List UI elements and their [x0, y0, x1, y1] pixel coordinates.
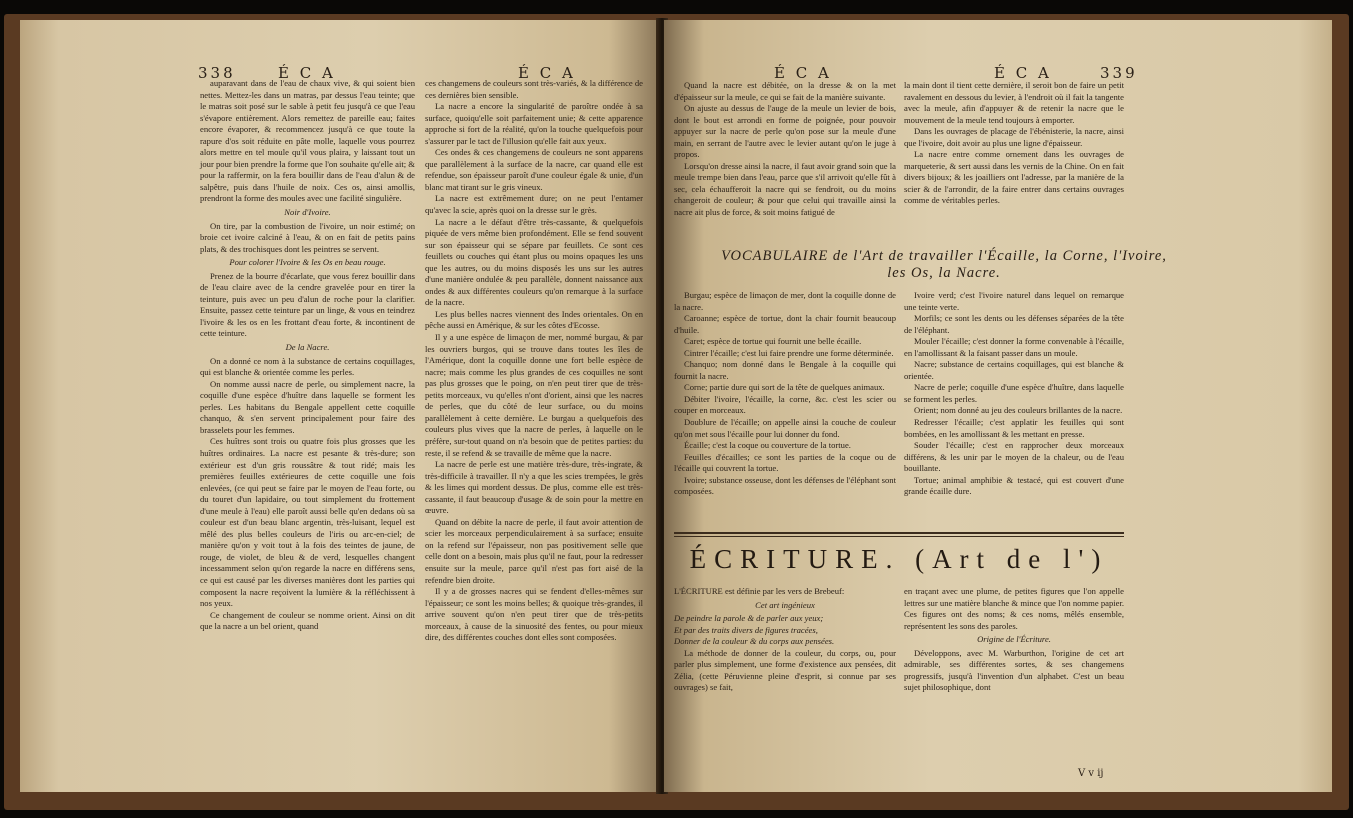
vocab-entry: Caret; espèce de tortue qui fournit une belle écaille. [684, 336, 862, 347]
vocab-entry: Redresser l'écaille; c'est applatir les feuilles qui sont bombées, en les amollissant & les mettant en presse. [904, 417, 1124, 439]
ecriture-column-1 [674, 586, 896, 694]
paragraph: Dans les ouvrages de placage de l'ébénisterie, la nacre, ainsi que l'ivoire, doit avoir au plus une ligne d'épaisseur. [904, 126, 1124, 148]
paragraph: On ajuste au dessus de l'auge de la meule un levier de bois, dont le bout est arrondi en forme de poignée, pour pouvoir appuyer sur la nacre de perle qu'on pose sur la meule d'une main, en serrant de l'autre avec le levier autant qu'on le juge à propos. [674, 103, 896, 160]
vocab-entry: Chanquo; nom donné dans le Bengale à la coquille qui fournit la nacre. [674, 359, 896, 381]
vocabulary-column-2 [904, 290, 1124, 498]
paragraph: en traçant avec une plume, de petites figures que l'on appelle lettres sur une matière blanche & mince que l'on nomme papier. Ces figures ont des noms; & ces noms, mêlés ensemble, représentent les sons des paroles. [904, 586, 1124, 631]
vocab-entry: Doublure de l'écaille; on appelle ainsi la couche de couleur qu'on met sous l'écaille pour lui donner du fond. [674, 417, 896, 439]
paragraph: la main dont il tient cette dernière, il seroit bon de faire un petit ravalement en dessous du levier, à l'endroit où il fait la tangente avec la meule, afin d'appuyer & de retenir la nacre que le mouvement de la meule tend toujours à emporter. [904, 80, 1124, 125]
right-running-head-1: É C A [774, 64, 832, 82]
paragraph: auparavant dans de l'eau de chaux vive, & qui soient bien nettes. Mettez-les dans un matras, par dessus l'eau teinte; que le matras soit posé sur le sable à petit feu jusqu'à ce que l'eau s'évapore entièrement. Alors remettez de pareille eau; faites encore évaporer, & recommencez jusqu'à ce que toute la rapure d'os soit réduite en pâte molle, laquelle vous pourrez alors mettre en tel moule qu'il vous plaira, y laissant tout un jour pour bien prendre la forme que l'on souhaite qu'elle ait; & pour la raffermir, on la fera bouillir dans de l'eau d'alun & de salpêtre, puis dans l'huile de noix. Ces os, ainsi amollis, prendront la forme des moules avec une facilité singulière. [200, 78, 415, 204]
paragraph: Les plus belles nacres viennent des Indes orientales. On en pêche aussi en Amérique, & sur les côtes d'Ecosse. [425, 308, 643, 331]
vocabulary-column-1 [674, 290, 896, 498]
paragraph: L'ÉCRITURE est définie par les vers de Brebeuf: [674, 586, 845, 596]
paragraph: On nomme aussi nacre de perle, ou simplement nacre, la coquille d'une espèce d'huître dans laquelle se forment les perles. Les habitans du Bengale appellent cette coquille chanquo, & s'en servent principalement pour faire des brasselets pour les femmes. [200, 378, 415, 435]
paragraph: La nacre a encore la singularité de paroître ondée à sa surface, quoiqu'elle soit parfaitement unie; & cette apparence approche si fort de la réalité, qu'on la touche quelquefois pour s'assurer par le tact de l'illusion qu'elle fait aux yeux. [425, 101, 643, 146]
vocab-entry: Souder l'écaille; c'est en rapprocher deux morceaux différens, & les unir par le moyen de la chaleur, ou de l'eau bouillante. [904, 440, 1124, 474]
paragraph: ces changemens de couleurs sont très-variés, & la différence de ces dernières bien sensible. [425, 78, 643, 100]
vocab-entry: Tortue; animal amphibie & testacé, qui est couvert d'une grande écaille dure. [904, 474, 1124, 497]
left-page [20, 20, 660, 792]
verse-line: Donner de la couleur & du corps aux pensées. [674, 636, 835, 647]
paragraph: On a donné ce nom à la substance de certains coquillages, qui est blanche & orientée comme les perles. [200, 355, 415, 378]
signature-mark: V v ij [1078, 768, 1104, 779]
verse-line: De peindre la parole & de parler aux yeux; [674, 613, 824, 624]
subheading: Pour colorer l'Ivoire & les Os en beau rouge. [229, 257, 386, 268]
paragraph: Il y a une espèce de limaçon de mer, nommé burgau, & par les ouvriers burgos, qui se trouve dans toutes les îles de l'Amérique, dont la coquille donne une fort belle espèce de nacre; mais comme les plus grandes de ces coquilles ne sont pas plus grosses que le poing, on n'en peut tirer que de très-petits morceaux, vu qu'elles n'ont d'orient, ainsi que les nacres de perles, que du côté de leur surface, ou du moins parallèlement à cette dernière. Le burgau a quelquefois des couleurs plus vives que la nacre de perles, à laquelle on le préfère, sur-tout quand on n'a besoin que de petites parties: du reste, il se refend & se travaille de même que la nacre. [425, 332, 643, 458]
verse-line: Et par des traits divers de figures tracées, [674, 624, 818, 635]
right-running-head-2: É C A [994, 64, 1052, 82]
vocab-entry: Burgau; espèce de limaçon de mer, dont la coquille donne de la nacre. [674, 290, 896, 312]
section-divider-thin [674, 536, 1124, 537]
vocab-entry: Corne; partie dure qui sort de la tête de quelques animaux. [684, 382, 885, 393]
vocab-entry: Ivoire verd; c'est l'ivoire naturel dans lequel on remarque une teinte verte. [904, 290, 1124, 312]
subheading: Origine de l'Écriture. [977, 634, 1051, 645]
ecriture-column-2 [904, 586, 1124, 694]
vocab-entry: Feuilles d'écailles; ce sont les parties de la coque ou de l'écaille qui couvrent la tortue. [674, 451, 896, 474]
right-column-2 [904, 80, 1124, 207]
paragraph: Lorsqu'on dresse ainsi la nacre, il faut avoir grand soin que la meule trempe bien dans l'eau, parce que s'il arrivoit qu'elle fût à sec, cela échaufferoit la nacre qui se fendroit, ou du moins changeroit de couleur; & pour que celui qui travaille ainsi la nacre ait plus de force, & soit moins fatigué de [674, 160, 896, 218]
vocab-entry: Morfils; ce sont les dents ou les défenses séparées de la tête de l'éléphant. [904, 313, 1124, 335]
vocab-entry: Nacre; substance de certains coquillages, qui est blanche & orientée. [904, 359, 1124, 381]
subheading: Noir d'Ivoire. [284, 207, 331, 218]
vocab-entry: Mouler l'écaille; c'est donner la forme convenable à l'écaille, en l'amollissant & la faisant passer dans un moule. [904, 336, 1124, 358]
vocab-entry: Ivoire; substance osseuse, dont les défenses de l'éléphant sont composées. [674, 474, 896, 497]
subheading: De la Nacre. [285, 342, 330, 353]
vocab-entry: Caroanne; espèce de tortue, dont la chair fournit beaucoup d'huile. [674, 313, 896, 335]
paragraph: Quand la nacre est débitée, on la dresse & on la met d'épaisseur sur la meule, ce qui se fait de la manière suivante. [674, 80, 896, 102]
right-page [664, 20, 1332, 792]
paragraph: La nacre entre comme ornement dans les ouvrages de marqueterie, & sert aussi dans les vernis de la Chine. On en fait divers bijoux; & les joailliers ont l'adresse, par la manière de la scier & de l'arrondir, de la faire entrer dans certains ouvrages comme de véritables perles. [904, 149, 1124, 206]
section-title: ÉCRITURE. (Art de l') [689, 544, 1109, 574]
paragraph: Ces ondes & ces changemens de couleurs ne sont apparens que parallèlement à la surface de la nacre, car quand elle est refendue, son épaisseur paroît d'une couleur égale & unie, d'un blanc mat tirant sur le gris vineux. [425, 147, 643, 192]
paragraph: Développons, avec M. Warburthon, l'origine de cet art admirable, ses différentes sortes, & ses changemens progressifs, jusqu'à l'invention d'un alphabet. C'est un beau sujet philosophique, dont [904, 647, 1124, 693]
verse-line: Cet art ingénieux [755, 599, 815, 610]
vocab-entry: Nacre de perle; coquille d'une espèce d'huître, dans laquelle se forment les perles. [904, 382, 1124, 404]
paragraph: Il y a de grosses nacres qui se fendent d'elles-mêmes sur l'épaisseur; ce sont les moins belles; & quoique très-grandes, il arrive souvent qu'on n'en peut tirer que de très-petits morceaux, à cause de la sinuosité des fentes, ou pour mieux dire, des différentes couches dont elles sont composées. [425, 586, 643, 643]
vocabulary-title-line-1: VOCABULAIRE de l'Art de travailler l'Écaille, la Corne, l'Ivoire, [721, 248, 1167, 264]
left-page-number: 338 [198, 64, 236, 82]
vocabulary-title-line-2: les Os, la Nacre. [887, 265, 1001, 281]
vocab-entry: Débiter l'ivoire, l'écaille, la corne, &c. c'est les scier ou couper en morceaux. [674, 393, 896, 416]
vocabulary-title [664, 248, 1224, 282]
paragraph: La nacre de perle est une matière très-dure, très-ingrate, & très-difficile à travailler. Il n'y a que les scies trempées, le grès & les limes qui mordent dessus. De plus, comme elle est très-cassante, il faut beaucoup d'usage & de soin pour la mettre en œuvre. [425, 459, 643, 516]
left-running-head-2: É C A [518, 64, 576, 82]
paragraph: La nacre est extrêmement dure; on ne peut l'entamer qu'avec la scie, après quoi on la dresse sur le grès. [425, 193, 643, 216]
paragraph: Ces huîtres sont trois ou quatre fois plus grosses que les huîtres ordinaires. La nacre est pesante & très-dure; son extérieur est d'un gris roussâtre & tout ridé; mais les premières feuilles extérieures de cette coquille une fois enlevées, (ce qui peut se faire par le moyen de l'eau forte, ou du touret d'un lapidaire, ou tout simplement du frottement d'une meule à l'eau) elle paroît aussi belle qu'en dedans où sa couleur est d'un beau blanc argentin, très-luisant, lequel est mêlé des plus belles couleurs de l'iris ou arc-en-ciel; de manière qu'on y voit tout à la fois des teintes de jaune, de rouge, de violet, de bleu & de verd, lesquelles changent incessamment selon qu'on regarde la nacre en différens sens, ce qui est causé par les diverses manières dont les parties qui composent la nacre reçoivent la lumière & la réfléchissent à nos yeux. [200, 436, 415, 609]
vocab-entry: Cintrer l'écaille; c'est lui faire prendre une forme déterminée. [684, 347, 894, 358]
paragraph: La méthode de donner de la couleur, du corps, ou, pour parler plus simplement, une forme d'existence aux pensées, dit Zélia, (cette Péruvienne pleine d'esprit, si connue par ses ouvrages) se fait, [674, 647, 896, 693]
section-divider [674, 532, 1124, 534]
right-column-1 [674, 80, 896, 219]
paragraph: On tire, par la combustion de l'ivoire, un noir estimé; on broie cet ivoire calciné à l'eau, & on en fait de petits pains plats, & des trochisques dont les peintres se servent. [200, 220, 415, 254]
paragraph: Ce changement de couleur se nomme orient. Ainsi on dit que la nacre a un bel orient, quand [200, 609, 415, 632]
paragraph: La nacre a le défaut d'être très-cassante, & quelquefois piquée de vers même bien profondément. Elle se fend souvent sur son épaisseur qui se sépare par feuillets. Ce sont ces feuillets ou couches qui étant plus ou moins opaques les uns que les autres, ou du moins disposés les uns sur les autres d'une manière ondulée & peu parallèle, donnent naissance aux ondes & aux différentes couleurs qu'on remarque à la surface de la nacre. [425, 216, 643, 308]
left-running-head-1: É C A [278, 64, 336, 82]
vocab-entry: Écaille; c'est la coque ou couverture de la tortue. [684, 440, 851, 451]
left-column-1 [200, 78, 415, 633]
paragraph: Quand on débite la nacre de perle, il faut avoir attention de scier les morceaux perpendiculairement à sa surface; ensuite on la refend sur l'épaisseur, non pas positivement selle que celle dont on a besoin, mais plus qu'il ne faut, pour la redresser ensuite sur la meule, parce qu'il n'est pas fort aisé de la refendre bien droite. [425, 516, 643, 585]
paragraph: Prenez de la bourre d'écarlate, que vous ferez bouillir dans de l'eau claire avec de la cendre gravelée pour en tirer la teinture, puis avec un peu d'alun de roche pour la clarifier. Ensuite, passez cette teinture par un linge, & vous en teindrez l'ivoire & les os en les frottant d'eau forte, & incontinent de cette teinture. [200, 270, 415, 339]
left-column-2 [425, 78, 643, 644]
vocab-entry: Orient; nom donné au jeu des couleurs brillantes de la nacre. [914, 405, 1123, 416]
right-page-number: 339 [1100, 64, 1138, 82]
